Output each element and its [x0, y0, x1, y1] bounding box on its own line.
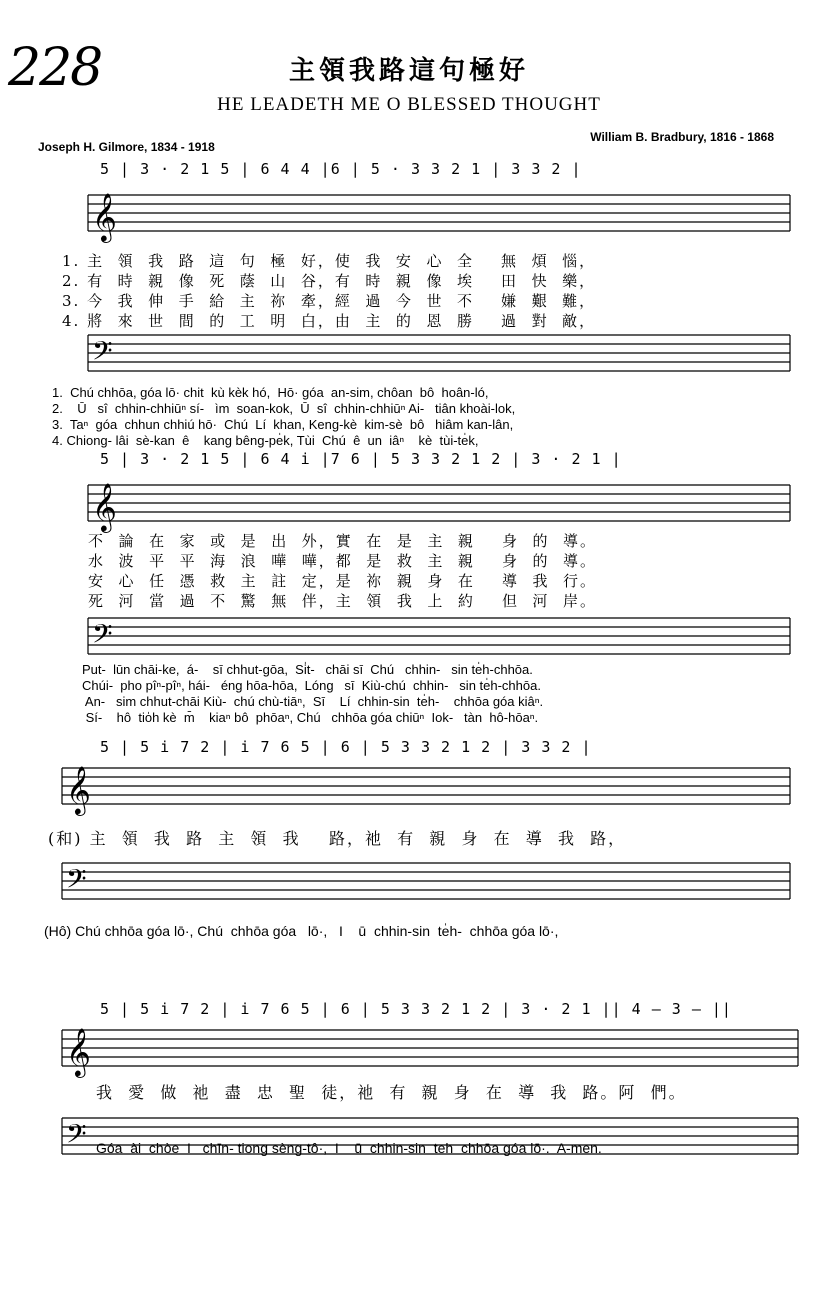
svg-text:𝄞: 𝄞	[92, 192, 117, 241]
svg-text:𝄞: 𝄞	[66, 765, 91, 814]
bass-staff	[0, 608, 818, 668]
lyric-rom-refrain: (Hô) Chú chhōa góa lō·, Chú chhōa góa lō·, I ū chhin-sin te̍h- chhōa góa lō·,	[44, 923, 559, 939]
lyric-rom-verse-3: An- sim chhut-chāi Kiù- chú chù-tiāⁿ, Sī Lí chhin-sin te̍h- chhōa góa kiâⁿ.	[82, 694, 544, 709]
lyric-rom-verse-3: 3. Taⁿ góa chhun chhiú hō· Chú Lí khan, Keng-kè kim-sè bô hiâm kan-lân,	[52, 417, 514, 432]
treble-staff	[0, 185, 818, 245]
bass-staff	[0, 853, 818, 913]
lyric-rom-refrain-end: Góa ài chòe I chīn- tiong sèng-tô·, I ū chhin-sin teh chhōa góa lō·. A-men.	[96, 1140, 602, 1156]
bass-staff	[0, 1108, 818, 1168]
lyric-zh-verse-1: 不 論 在 家 或 是 出 外，實 在 是 主 親 身 的 導。	[88, 532, 598, 550]
lyric-zh-verse-2: 2. 有 時 親 像 死 蔭 山 谷，有 時 親 像 埃 田 快 樂，	[62, 272, 597, 290]
lyric-rom-verse-2: 2. Ū sî chhin-chhiūⁿ sí- ìm soan-kok, Ū sî chhin-chhiūⁿ Ai- tiân khoài-lok,	[52, 401, 516, 416]
lyric-rom-verse-1: 1. Chú chhōa, góa lō· chit kù kèk hó, Hō· góa an-sim, chôan bô hoân-ló,	[52, 385, 489, 400]
lyric-rom-verse-2: Chúi- pho pîⁿ-pîⁿ, hái- éng hōa-hōa, Lóng sī Kiù-chú chhin- sin te̍h-chhōa.	[82, 678, 541, 693]
svg-text:𝄢: 𝄢	[66, 1118, 87, 1156]
bass-staff	[0, 325, 818, 385]
hymn-number: 228	[8, 38, 102, 98]
lyric-zh-verse-4: 4. 將 來 世 間 的 工 明 白，由 主 的 恩 勝 過 對 敵，	[62, 312, 597, 330]
treble-staff	[0, 475, 818, 535]
lyric-zh-verse-4: 死 河 當 過 不 驚 無 伴，主 領 我 上 約 但 河 岸。	[88, 592, 598, 610]
lyric-zh-verse-3: 3. 今 我 伸 手 給 主 祢 牽，經 過 今 世 不 嫌 艱 難，	[62, 292, 597, 310]
solfa-line: 5 | 3 · 2 1 5 | 6 4 4 |6 | 5 · 3 3 2 1 | 3 3 2 |	[100, 160, 582, 178]
solfa-line: 5 | 5 i 7 2 | i 7 6 5 | 6 | 5 3 3 2 1 2 | 3 3 2 |	[100, 738, 592, 756]
lyric-zh-refrain: (和) 主 領 我 路 主 領 我 路，祂 有 親 身 在 導 我 路，	[48, 829, 627, 848]
composer-credit: William B. Bradbury, 1816 - 1868	[590, 130, 774, 144]
svg-text:𝄢: 𝄢	[92, 335, 113, 373]
lyric-rom-verse-4: Sí- hô tio̍h kè m̄ kiaⁿ bô phōaⁿ, Chú chhōa góa chiūⁿ Iok- tàn hô-hōaⁿ.	[82, 710, 539, 725]
lyric-zh-verse-1: 1. 主 領 我 路 這 句 極 好，使 我 安 心 全 無 煩 惱，	[62, 252, 597, 270]
svg-text:𝄞: 𝄞	[92, 482, 117, 531]
svg-text:𝄢: 𝄢	[66, 863, 87, 901]
title-english: HE LEADETH ME O BLESSED THOUGHT	[217, 94, 601, 115]
lyric-zh-verse-3: 安 心 任 憑 救 主 註 定，是 祢 親 身 在 導 我 行。	[88, 572, 598, 590]
solfa-line: 5 | 5 i 7 2 | i 7 6 5 | 6 | 5 3 3 2 1 2 | 3 · 2 1 || 4 — 3 — ||	[100, 1000, 732, 1018]
treble-staff	[0, 758, 818, 818]
title-chinese: 主領我路這句極好	[288, 56, 529, 86]
treble-staff	[0, 1020, 818, 1080]
solfa-line: 5 | 3 · 2 1 5 | 6 4 i |7 6 | 5 3 3 2 1 2 | 3 · 2 1 |	[100, 450, 622, 468]
author-credit: Joseph H. Gilmore, 1834 - 1918	[38, 140, 215, 154]
lyric-zh-refrain-end: 我 愛 做 祂 盡 忠 聖 徒，祂 有 親 身 在 導 我 路。阿 們。	[96, 1083, 687, 1102]
svg-text:𝄢: 𝄢	[92, 618, 113, 656]
lyric-rom-verse-1: Put- lūn chāi-ke, á- sī chhut-gōa, Si̍t- chāi sī Chú chhin- sin te̍h-chhōa.	[82, 662, 533, 677]
lyric-rom-verse-4: 4. Chiong- lâi sè-kan ê kang bêng-pe̍k, Tùi Chú ê un iâⁿ kè tùi-te̍k,	[52, 433, 479, 448]
lyric-zh-verse-2: 水 波 平 平 海 浪 嘩 嘩，都 是 救 主 親 身 的 導。	[88, 552, 598, 570]
svg-text:𝄞: 𝄞	[66, 1027, 91, 1076]
